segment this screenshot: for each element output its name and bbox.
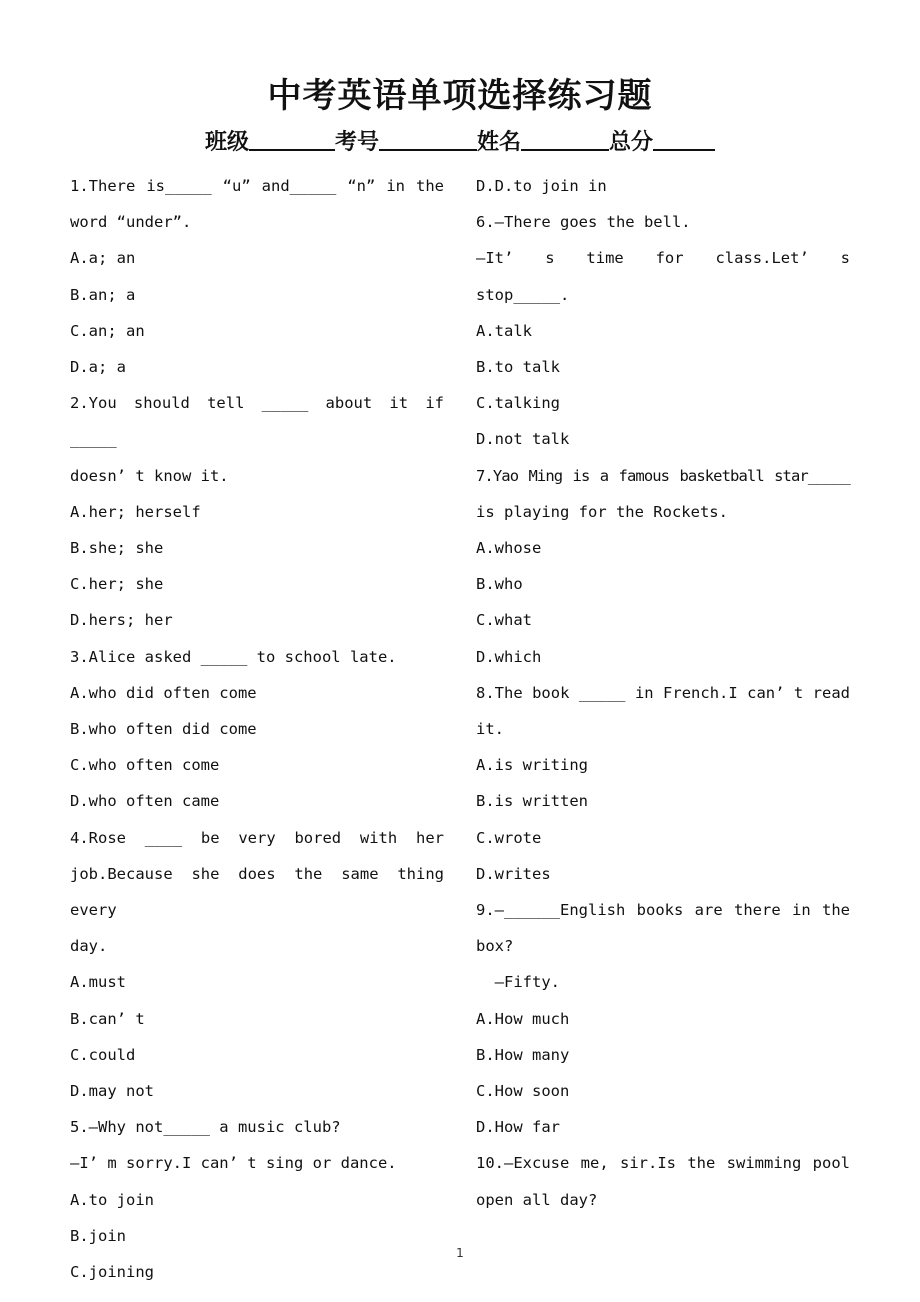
option-line: B.can’ t — [70, 1009, 145, 1028]
option-line: C.her; she — [70, 575, 164, 594]
option-line: C.an; an — [70, 321, 145, 340]
option-line: B.How many — [476, 1045, 570, 1064]
question-line: job.Because she does the same thing every — [70, 864, 444, 920]
question-line: is playing for the Rockets. — [476, 502, 728, 521]
score-label: 总分 — [609, 130, 654, 155]
class-field — [205, 126, 335, 160]
question-line: 1.There is_____ “u” and_____ “n” in the — [70, 177, 444, 195]
question-line: 8.The book _____ in French.I can’ t read — [476, 683, 850, 702]
option-line: C.what — [476, 611, 532, 630]
question-line: —I’ m sorry.I can’ t sing or dance. — [70, 1154, 397, 1173]
option-line: C.talking — [476, 394, 560, 413]
question-line: 10.—Excuse me, sir.Is the swimming pool — [476, 1154, 850, 1173]
left-column — [70, 168, 444, 1290]
question-line: 7.Yao Ming is a famous basketball star_____ — [476, 466, 850, 485]
name-field — [477, 126, 609, 160]
option-line: A.How much — [476, 1009, 570, 1028]
option-line: A.a; an — [70, 249, 136, 268]
question-line: 3.Alice asked _____ to school late. — [70, 647, 397, 666]
question-line: 5.—Why not_____ a music club? — [70, 1118, 341, 1137]
option-line: A.talk — [476, 321, 532, 340]
option-line: A.must — [70, 973, 126, 992]
option-line: B.to talk — [476, 358, 560, 377]
score-blank — [653, 127, 715, 151]
question-line: —It’ s time for class.Let’ s — [476, 249, 850, 268]
exam-number-label: 考号 — [334, 130, 379, 155]
option-line: D.not talk — [476, 430, 570, 449]
exam-number-blank — [379, 127, 477, 151]
option-line: D.hers; her — [70, 611, 173, 630]
option-line: D.How far — [476, 1118, 560, 1137]
name-label: 姓名 — [477, 130, 522, 155]
option-line: B.she; she — [70, 539, 164, 558]
right-column — [476, 168, 850, 1218]
question-line: open all day? — [476, 1190, 598, 1209]
option-line: A.to join — [70, 1190, 154, 1209]
class-label: 班级 — [204, 130, 249, 155]
exam-number-field — [335, 126, 477, 160]
question-line: 2.You should tell _____ about it if _____ — [70, 394, 444, 449]
page-title: 中考英语单项选择练习题 — [267, 76, 653, 116]
option-line: B.who — [476, 575, 523, 594]
question-line: 9.—______English books are there in the — [476, 901, 850, 920]
question-line: doesn’ t know it. — [70, 466, 229, 485]
option-line: A.her; herself — [70, 502, 201, 521]
question-line: day. — [70, 937, 108, 956]
student-info-fields — [0, 126, 920, 160]
option-line: D.D.to join in — [476, 177, 607, 195]
option-line: A.who did often come — [70, 683, 257, 702]
option-line: C.joining — [70, 1263, 154, 1282]
option-line: D.a; a — [70, 358, 126, 377]
page-number: 1 — [456, 1246, 464, 1260]
question-line: stop_____. — [476, 285, 570, 304]
option-line: B.is written — [476, 792, 588, 811]
name-blank — [521, 127, 609, 151]
option-line: C.could — [70, 1045, 136, 1064]
option-line: A.whose — [476, 539, 542, 558]
question-line: 6.—There goes the bell. — [476, 213, 691, 232]
class-blank — [249, 127, 335, 151]
option-line: C.How soon — [476, 1082, 570, 1101]
option-line: C.wrote — [476, 828, 542, 847]
question-line: box? — [476, 937, 514, 956]
option-line: A.is writing — [476, 756, 588, 775]
question-line: word “under”. — [70, 213, 192, 232]
answer-line: —Fifty. — [476, 973, 560, 992]
option-line: B.join — [70, 1226, 126, 1245]
question-line: 4.Rose ____ be very bored with her — [70, 828, 444, 847]
option-line: D.which — [476, 647, 542, 666]
option-line: D.may not — [70, 1082, 154, 1101]
option-line: D.who often came — [70, 792, 220, 811]
option-line: B.who often did come — [70, 720, 257, 739]
option-line: C.who often come — [70, 756, 220, 775]
question-line: it. — [476, 720, 504, 739]
score-field — [609, 126, 715, 160]
option-line: D.writes — [476, 864, 551, 883]
option-line: B.an; a — [70, 285, 136, 304]
